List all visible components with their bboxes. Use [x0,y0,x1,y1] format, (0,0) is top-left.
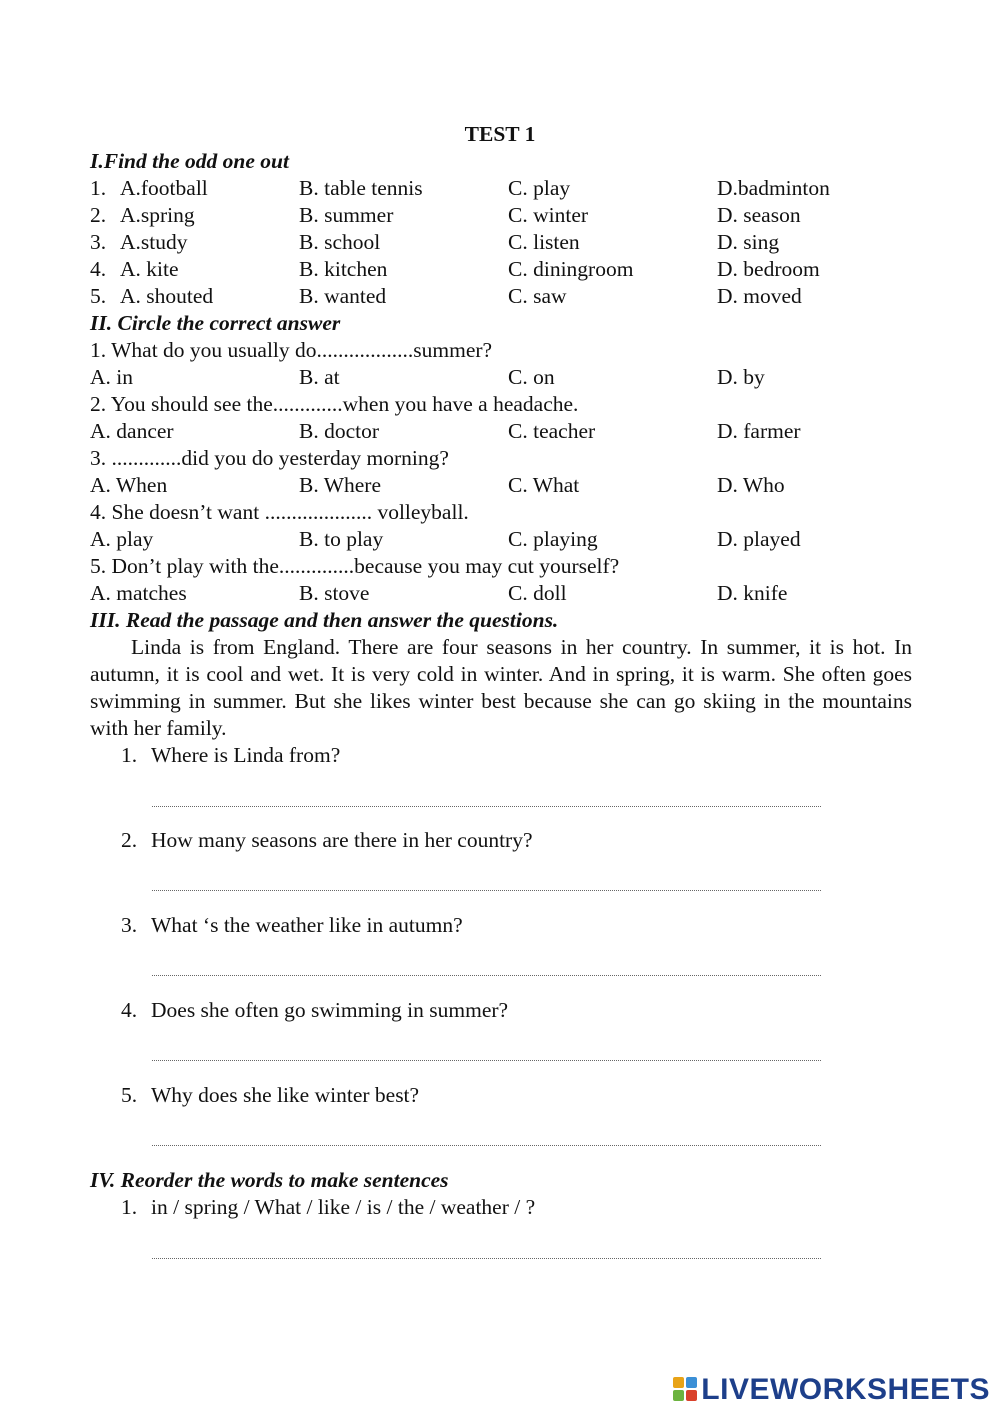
option-d[interactable]: D. Who [717,473,785,497]
option-b[interactable]: B. summer [299,203,394,227]
odd-one-out-row [90,229,950,256]
question-text: What ‘s the weather like in autumn? [151,913,463,937]
mc-question: 2. You should see the.............when you have a headache. [90,392,579,416]
odd-one-out-row [90,283,950,310]
mc-options-row [90,418,950,445]
option-c[interactable]: C. teacher [508,419,596,443]
row-number: 5. [90,284,107,308]
option-b[interactable]: B. table tennis [299,176,423,200]
option-b[interactable]: B. school [299,230,381,254]
odd-one-out-row [90,202,950,229]
mc-options-row [90,472,950,499]
question-number: 4. [121,998,138,1022]
question-number: 5. [121,1083,138,1107]
option-c[interactable]: C. on [508,365,555,389]
liveworksheets-logo[interactable] [673,1375,990,1405]
option-a[interactable]: A.study [120,230,188,254]
question-number: 3. [121,913,138,937]
option-d[interactable]: D. season [717,203,801,227]
option-c[interactable]: C. winter [508,203,589,227]
option-a[interactable]: A. shouted [120,284,214,308]
answer-line[interactable] [152,975,821,976]
answer-line[interactable] [152,1258,821,1259]
row-number: 4. [90,257,107,281]
option-d[interactable]: D. farmer [717,419,801,443]
mc-options-row [90,364,950,391]
section-4-heading: IV. Reorder the words to make sentences [90,1168,449,1192]
section-3-heading: III. Read the passage and then answer the questions. [90,608,559,632]
mc-question: 4. She doesn’t want .................... volleyball. [90,500,469,524]
reading-question [121,997,508,1024]
option-b[interactable]: B. to play [299,527,384,551]
logo-mark-icon [673,1377,699,1403]
mc-question: 5. Don’t play with the..............because you may cut yourself? [90,554,620,578]
odd-one-out-row [90,256,950,283]
logo-text: LIVEWORKSHEETS [701,1373,990,1406]
option-d[interactable]: D. moved [717,284,802,308]
row-number: 1. [90,176,107,200]
answer-line[interactable] [152,1060,821,1061]
option-b[interactable]: B. at [299,365,340,389]
row-number: 3. [90,230,107,254]
option-a[interactable]: A. play [90,527,154,551]
question-text: Why does she like winter best? [151,1083,420,1107]
option-b[interactable]: B. Where [299,473,381,497]
section-2-heading: II. Circle the correct answer [90,311,341,335]
option-d[interactable]: D. sing [717,230,780,254]
reading-question [121,742,340,769]
option-a[interactable]: A. dancer [90,419,174,443]
option-a[interactable]: A. kite [120,257,179,281]
question-number: 2. [121,828,138,852]
reading-question [121,1082,419,1109]
option-c[interactable]: C. What [508,473,580,497]
question-number: 1. [121,743,138,767]
reading-passage: Linda is from England. There are four seasons in her country. In summer, it is hot. In autumn, it is cool and wet. It is very cold in winter. And in spring, it is warm. She often goes swimming in summer. But she likes winter best because she can go skiing in the mountains with her family. [90,635,912,740]
option-c[interactable]: C. doll [508,581,567,605]
row-number: 2. [90,203,107,227]
odd-one-out-row [90,175,950,202]
page-title: TEST 1 [464,122,536,146]
reorder-question [121,1194,535,1221]
mc-question: 1. What do you usually do..................summer? [90,338,493,362]
option-d[interactable]: D. knife [717,581,788,605]
option-c[interactable]: C. play [508,176,571,200]
option-b[interactable]: B. stove [299,581,370,605]
option-a[interactable]: A. matches [90,581,187,605]
option-a[interactable]: A.spring [120,203,195,227]
option-d[interactable]: D.badminton [717,176,830,200]
option-a[interactable]: A. When [90,473,168,497]
section-1-heading: I.Find the odd one out [90,149,289,173]
option-c[interactable]: C. playing [508,527,598,551]
answer-line[interactable] [152,1145,821,1146]
option-d[interactable]: D. by [717,365,765,389]
mc-question: 3. .............did you do yesterday morning? [90,446,449,470]
option-a[interactable]: A. in [90,365,133,389]
answer-line[interactable] [152,806,821,807]
option-b[interactable]: B. wanted [299,284,387,308]
reading-question [121,827,533,854]
option-c[interactable]: C. saw [508,284,567,308]
option-d[interactable]: D. bedroom [717,257,820,281]
option-c[interactable]: C. listen [508,230,580,254]
question-text: Does she often go swimming in summer? [151,998,509,1022]
mc-options-row [90,526,950,553]
question-text: Where is Linda from? [151,743,341,767]
option-d[interactable]: D. played [717,527,801,551]
question-text: How many seasons are there in her country? [151,828,533,852]
question-number: 1. [121,1195,138,1219]
question-text: in / spring / What / like / is / the / weather / ? [151,1195,536,1219]
option-c[interactable]: C. diningroom [508,257,634,281]
option-a[interactable]: A.football [120,176,208,200]
option-b[interactable]: B. kitchen [299,257,388,281]
reading-question [121,912,463,939]
mc-options-row [90,580,950,607]
option-b[interactable]: B. doctor [299,419,380,443]
answer-line[interactable] [152,890,821,891]
